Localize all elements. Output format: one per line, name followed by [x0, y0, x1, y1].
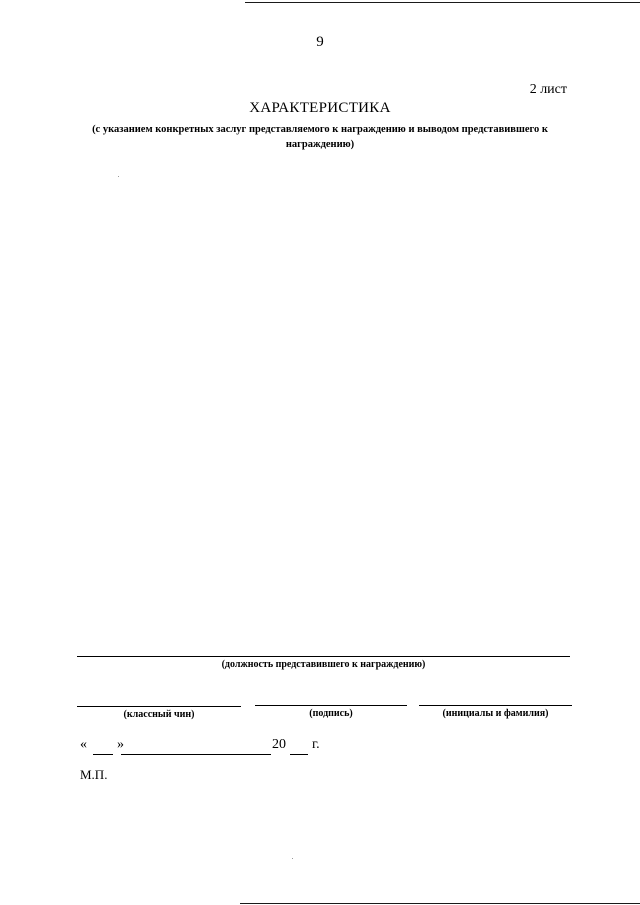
stamp-label: М.П.	[80, 767, 108, 782]
signature-line	[255, 705, 407, 706]
month-blank-line	[121, 754, 271, 755]
date-open-quote: «	[80, 737, 87, 752]
date-close-quote: »	[117, 737, 124, 752]
name-caption: (инициалы и фамилия)	[442, 708, 549, 719]
year-suffix: г.	[312, 737, 320, 752]
document-title: ХАРАКТЕРИСТИКА	[249, 100, 391, 116]
position-line	[77, 656, 570, 657]
rank-caption: (классный чин)	[123, 709, 195, 720]
year-blank-line	[290, 754, 308, 755]
signature-caption: (подпись)	[309, 708, 353, 719]
page-number: 9	[316, 34, 324, 50]
position-caption: (должность представившего к награждению)	[221, 659, 426, 670]
scan-edge-bottom	[240, 903, 640, 904]
document-subtitle: (с указанием конкретных заслуг представляемого к награждению и выводом представившего к награждению)	[92, 124, 548, 150]
date-row	[80, 737, 380, 757]
name-line	[419, 705, 572, 706]
sheet-label: 2 лист	[529, 82, 567, 97]
year-prefix: 20	[272, 737, 286, 752]
rank-line	[77, 706, 241, 707]
scan-speck	[118, 176, 119, 177]
day-blank-line	[93, 754, 113, 755]
scan-speck	[292, 858, 293, 859]
scan-edge-top	[245, 2, 640, 3]
